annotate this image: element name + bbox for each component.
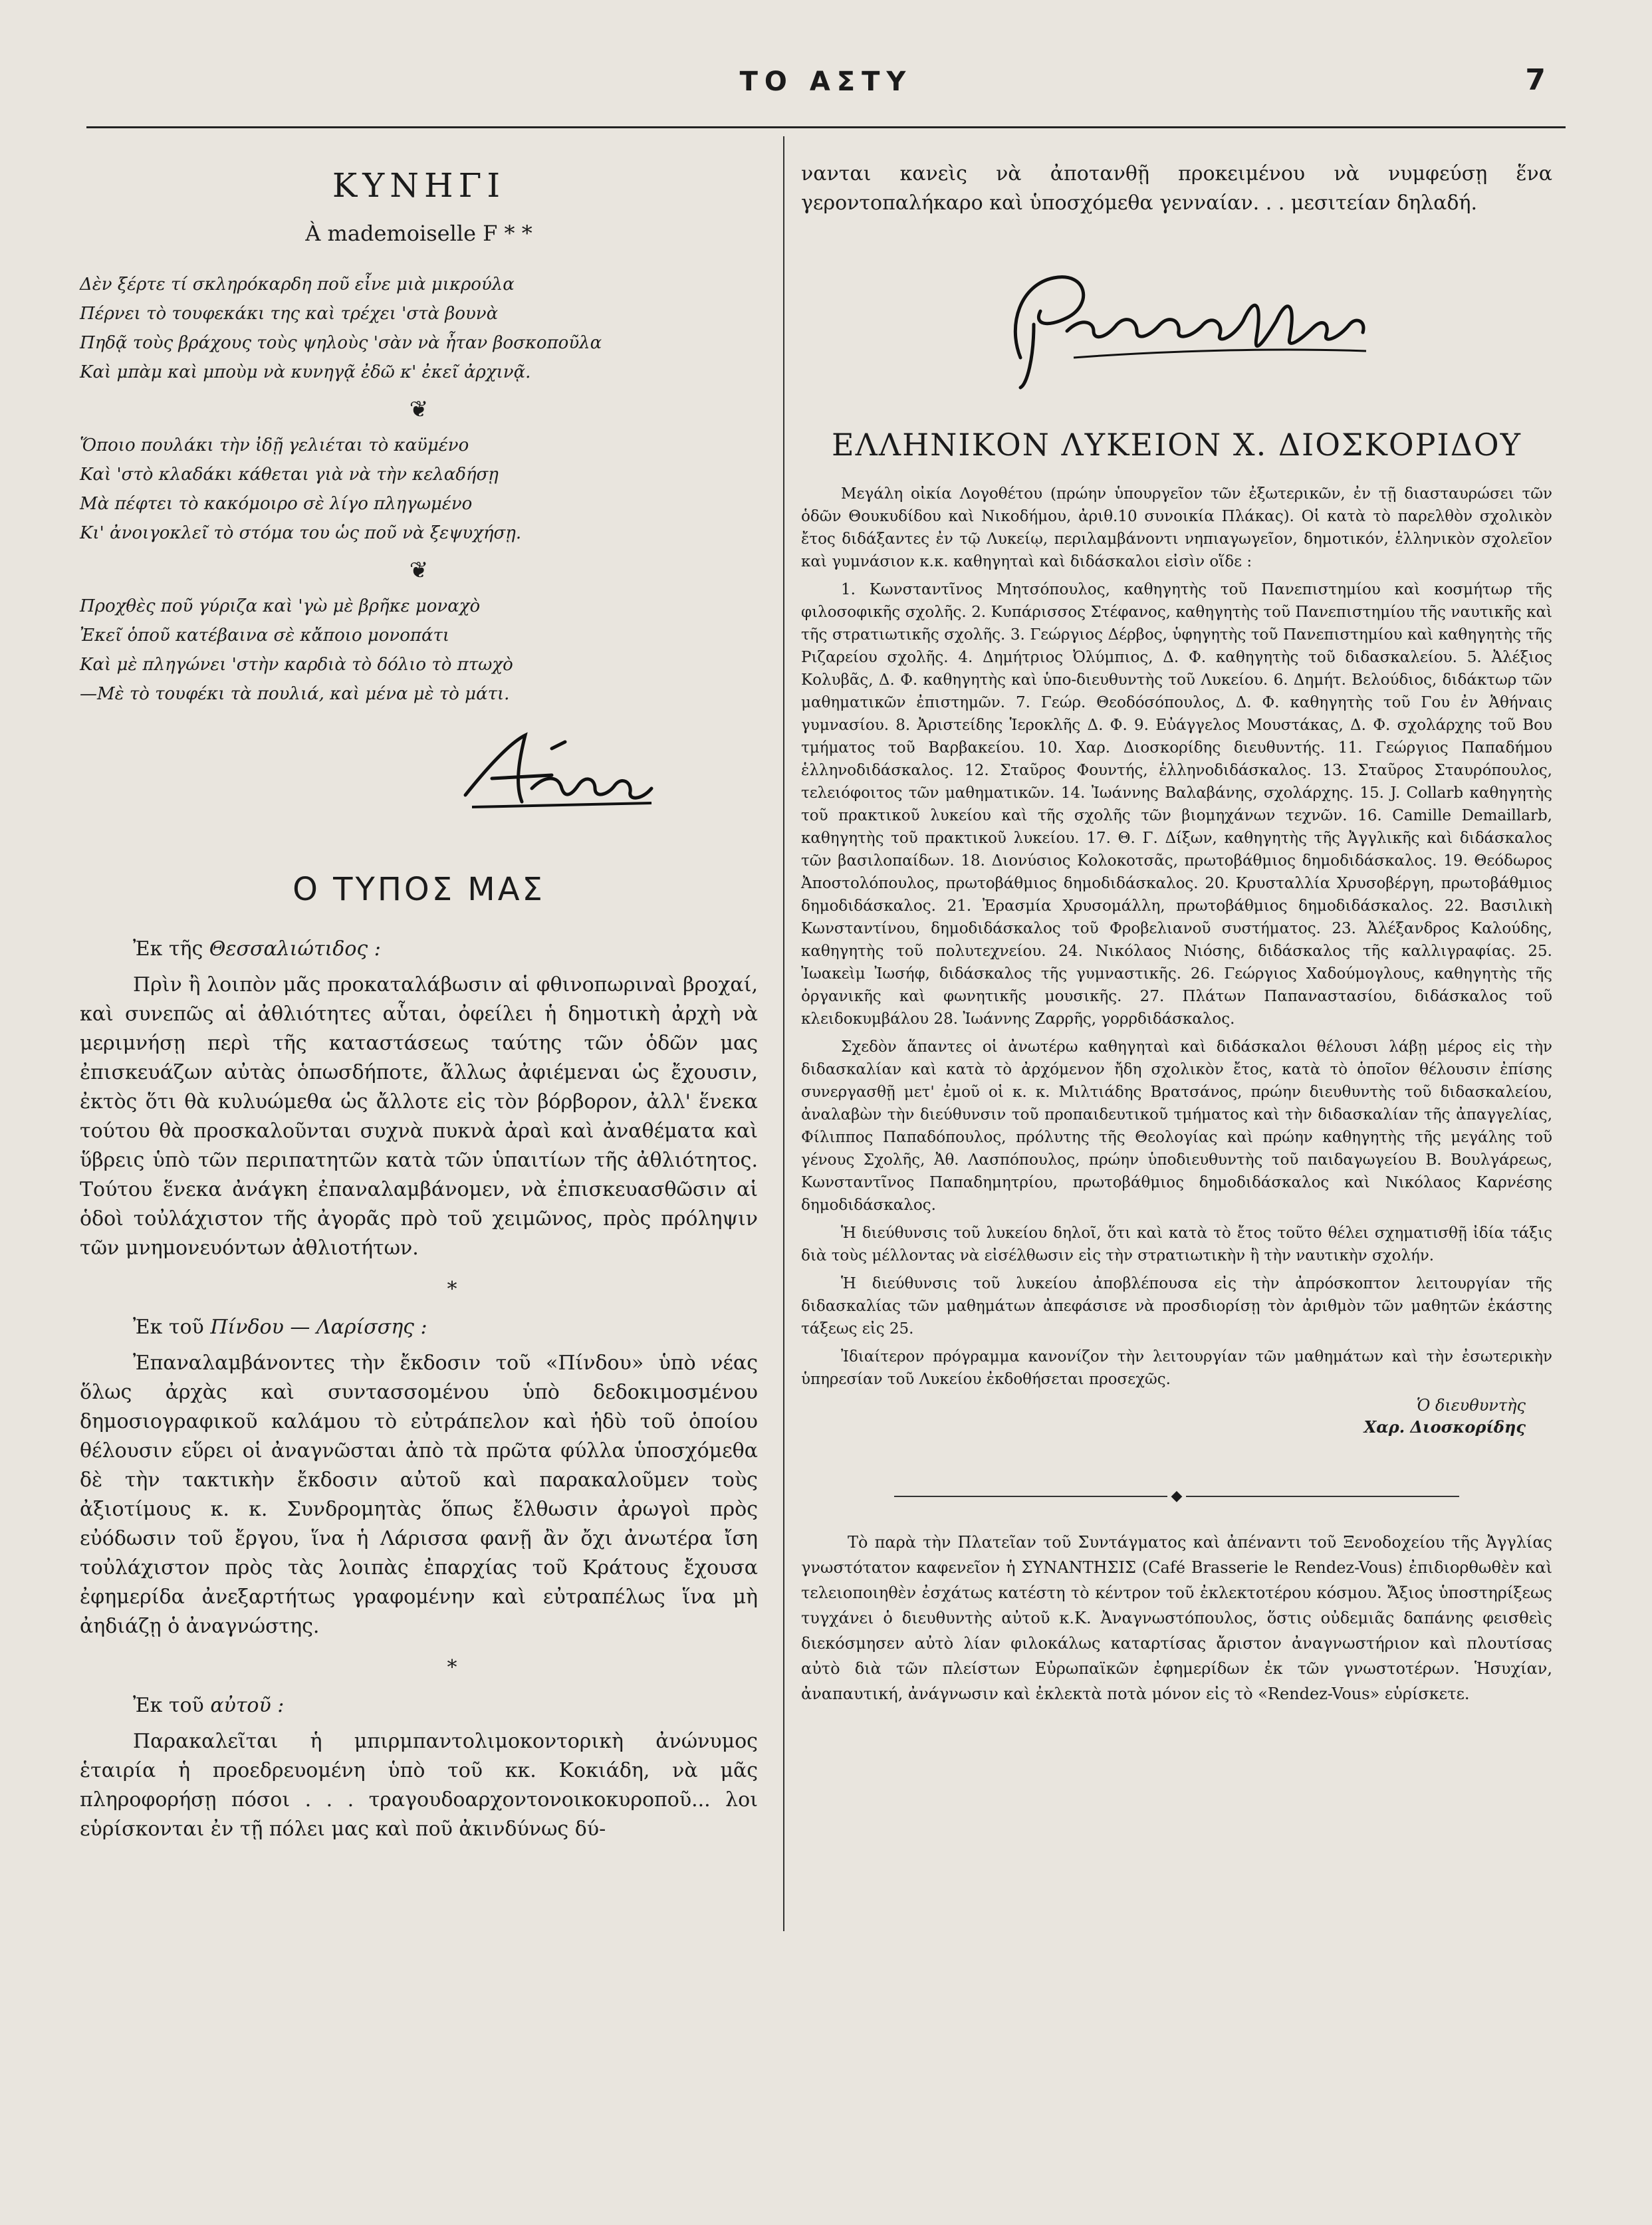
- press-source: [133, 935, 758, 964]
- stanza-ornament-icon: ❦: [409, 396, 429, 423]
- press-excerpt: Ἐπαναλαμβάνοντες τὴν ἔκδοσιν τοῦ «Πίνδου» ὑπὸ νέας ὅλως ἀρχὰς καὶ συντασσομένου ὑπὸ δεδοκιμοσμένου δημοσιογραφικοῦ καλάμου τὸ εὐτράπελον καὶ ἡδὺ τοῦ ὁποίου θέλουσιν εὕρει οἱ ἀναγνῶσται ἀπὸ τὰ πρῶτα φύλλα ὑποσχόμεθα δὲ τὴν τακτικὴν ἔκδοσιν αὐτοῦ καὶ παρακαλοῦμεν τοὺς ἀξιοτίμους κ. κ. Συνδρομητὰς ὅπως ἔλθωσιν ἀρωγοὶ πρὸς εὐόδωσιν τοῦ ἔργου, ἵνα ἡ Λάρισσα φανῇ ἂν ὄχι ἀνωτέρα ἴση τοὐλάχιστον πρὸς τὰς λοιπὰς ἐπαρχίας τοῦ Κράτους ἔχουσα ἐφημερίδα ἀνεξαρτήτως γραφομένην καὶ εὐτραπέλως ἵνα μὴ ἀηδιάζῃ ὁ ἀναγνώστης.: [80, 1351, 758, 1638]
- press-title: Ο ΤΥΠΟΣ ΜΑΣ: [293, 871, 545, 908]
- section-divider: [801, 1490, 1552, 1503]
- poem-verse: Καὶ μπὰμ καὶ μποὺμ νὰ κυνηγᾷ ἐδῶ κ' ἐκεῖ ἀρχινᾷ.: [80, 362, 531, 382]
- diamond-ornament-icon: ◆: [1167, 1490, 1187, 1503]
- poem-dedication: À mademoiselle F * *: [305, 221, 532, 246]
- poem-stanza-1: [80, 270, 758, 387]
- poem-verse: Καὶ 'στὸ κλαδάκι κάθεται γιὰ νὰ τὴν κελαδήσῃ: [80, 465, 499, 485]
- poem: [80, 166, 758, 858]
- source-name: Θεσσαλιώτιδος :: [209, 937, 381, 961]
- poem-verse: Ἐκεῖ ὁποῦ κατέβαινα σὲ κἄποιο μονοπάτι: [80, 626, 450, 645]
- source-name: Πίνδου — Λαρίσσης :: [210, 1316, 427, 1339]
- poem-verse: Μὰ πέφτει τὸ κακόμοιρο σὲ λίγο πληγωμένο: [80, 494, 473, 514]
- press-excerpt: Πρὶν ἢ λοιπὸν μᾶς προκαταλάβωσιν αἱ φθινοπωριναὶ βροχαί, καὶ συνεπῶς αἱ ἀθλιότητες αὗται, ὀφείλει ἡ δημοτικὴ ἀρχὴ νὰ μεριμνήσῃ περὶ τῆς καταστάσεως ταύτης τῶν ὁδῶν μας ἐπισκευάζων αὐτὰς ὁπωσδήποτε, ἄλλως ἀφιέμεναι ὡς ἔχουσιν, ἐκτὸς ὅτι θὰ κυλυώμεθα ὡς ἄλλοτε εἰς τὸν βόρβορον, ἀλλ' ἕνεκα τούτου θὰ προσκαλοῦνται συχνὰ πυκνὰ ἀραὶ καὶ ἀναθέματα καὶ ὕβρεις ὑπὸ τῶν περιπατητῶν κατὰ τῶν ὑπαιτίων τῆς ἀθλιότητος. Τούτου ἕνεκα ἀνάγκη ἐπαναλαμβάνομεν, νὰ ἐπισκευασθῶσιν αἱ ὁδοὶ τοὐλάχιστον τῆς ἀγορᾶς πρὸ τοῦ χειμῶνος, πρὸς πρόληψιν τῶν μνημονευόντων ἀθλιοτήτων.: [80, 973, 758, 1260]
- press-source: [133, 1691, 758, 1720]
- press-excerpt: Παρακαλεῖται ἡ μπιρμπαντολιμοκοντορικὴ ἀνώνυμος ἑταιρία ἡ προεδρευομένη ὑπὸ τοῦ κκ. Κοκιάδη, νὰ μᾶς πληροφορήσῃ πόσοι . . . τραγουδοαρχοντονοικοκυροποῦ... λοι εὑρίσκονται ἐν τῇ πόλει μας καὶ ποῦ ἀκινδύνως δύ-: [80, 1730, 758, 1841]
- masthead: ΤΟ ΑΣΤΥ: [739, 66, 913, 97]
- poem-verse: Προχθὲς ποῦ γύριζα καὶ 'γὼ μὲ βρῆκε μοναχὸ: [80, 596, 481, 616]
- poem-verse: Πέρνει τὸ τουφεκάκι της καὶ τρέχει 'στὰ βουνὰ: [80, 304, 499, 324]
- lyceum-paragraph: Ἡ διεύθυνσις τοῦ λυκείου δηλοῖ, ὅτι καὶ κατὰ τὸ ἔτος τοῦτο θέλει σχηματισθῇ ἰδία τάξις διὰ τοὺς μέλλοντας νὰ εἰσέλθωσιν εἰς τὴν στρατιωτικὴν ἢ τὴν ναυτικὴν σχολήν.: [801, 1225, 1552, 1264]
- right-column: [801, 140, 1552, 1706]
- separator-asterisk: *: [447, 1656, 457, 1679]
- poem-verse: Δὲν ξέρτε τί σκληρόκαρδη ποῦ εἶνε μιὰ μικρούλα: [80, 275, 515, 294]
- poem-verse: Καὶ μὲ πληγώνει 'στὴν καρδιὰ τὸ δόλιο τὸ πτωχὸ: [80, 655, 513, 675]
- poem-verse: Κι' ἀνοιγοκλεῖ τὸ στόμα του ὡς ποῦ νὰ ξεψυχήσῃ.: [80, 523, 522, 543]
- source-prefix: Ἐκ τῆς: [133, 937, 203, 961]
- column-divider: [783, 136, 784, 1931]
- lyceum-paragraph: Ἡ διεύθυνσις τοῦ λυκείου ἀποβλέπουσα εἰς τὴν ἀπρόσκοπτον λειτουργίαν τῆς διδασκαλίας τῶν μαθημάτων ἀπεφάσισε νὰ προσδιορίσῃ τὸν ἀριθμὸν τῶν μαθητῶν ἑκάστης τάξεως εἰς 25.: [801, 1275, 1552, 1338]
- press-source: [133, 1313, 758, 1342]
- separator-asterisk: *: [447, 1278, 457, 1301]
- page-header: [86, 60, 1566, 133]
- page-number: 7: [1525, 63, 1546, 97]
- cafe-advertisement: Τὸ παρὰ τὴν Πλατεῖαν τοῦ Συντάγματος καὶ ἀπέναντι τοῦ Ξενοδοχείου τῆς Ἀγγλίας γνωστότατον καφενεῖον ἡ ΣΥΝΑΝΤΗΣΙΣ (Café Brasserie le Rendez-Vous) ἐπιδιορθωθὲν καὶ τελειοποιηθὲν ἐσχάτως κατέστη τὸ κέντρον τοῦ ἐκλεκτοτέρου κόσμου. Ἄξιος ὑποστηρίξεως τυγχάνει ὁ διευθυντὴς αὐτοῦ κ.Κ. Ἀναγνωστόπουλος, ὅστις οὐδεμιᾶς δαπάνης φεισθεὶς διεκόσμησεν αὐτὸ λίαν φιλοκάλως καταρτίσας ἄριστον ἀναγνωστήριον καὶ πλουτίσας αὐτὸ διὰ τῶν πλείστων Εὐρωπαϊκῶν ἐφημερίδων ἐκ τῶν γνωστοτέρων. Ἡσυχίαν, ἀναπαυτική, ἀνάγνωσιν καὶ ἐκλεκτὰ ποτὰ μόνον εἰς τὸ «Rendez-Vous» εὑρίσκετε.: [801, 1533, 1552, 1703]
- poem-title: ΚΥΝΗΓΙ: [332, 166, 506, 205]
- continued-text: νανται κανεὶς νὰ ἀποτανθῇ προκειμένου νὰ νυμφεύσῃ ἕνα γεροντοπαλήκαρο καὶ ὑποσχόμεθα γενναίαν. . . μεσιτείαν δηλαδή.: [801, 162, 1552, 215]
- poem-stanza-2: [80, 431, 758, 548]
- left-column: [80, 140, 758, 1844]
- press-section: [80, 871, 758, 1844]
- handwritten-signature-icon: [994, 258, 1393, 391]
- lyceum-paragraph: Σχεδὸν ἅπαντες οἱ ἀνωτέρω καθηγηταὶ καὶ διδάσκαλοι θέλουσι λάβῃ μέρος εἰς τὴν διδασκαλίαν καὶ κατὰ τὸ ἀρχόμενον ἤδη σχολικὸν ἔτος, κατὰ τὸ ὁποῖον θέλουσιν ἐπίσης συνεργασθῇ μετ' ἐμοῦ οἱ κ. κ. Μιλτιάδης Βρατσάνος, πρώην διευθυντὴς τοῦ διδασκαλείου, ἀναλαβὼν τὴν διεύθυνσιν τοῦ προπαιδευτικοῦ τμήματος καὶ τὴν διδασκαλίαν τῆς ἀπαγγελίας, Φίλιππος Παπαδόπουλος, πρόλυτης τῆς Θεολογίας καὶ πρώην καθηγητὴς τῆς μεγάλης τοῦ γένους Σχολῆς, Ἀθ. Λασπόπουλος, πρώην ὑποδιευθυντὴς τοῦ παιδαγωγείου Β. Βουλγάρεως, Κωνσταντῖνος Παπαδημητρίου, πρωτοβάθμιος δημοδιδάσκαλος καὶ Νικόλαος Καρνέσης δημοδιδάσκαλος.: [801, 1038, 1552, 1214]
- poem-verse: Ὅποιο πουλάκι τὴν ἰδῇ γελιέται τὸ καϋμένο: [80, 435, 469, 455]
- lyceum-title: ΕΛΛΗΝΙΚΟΝ ΛΥΚΕΙΟΝ Χ. ΔΙΟΣΚΟΡΙΔΟΥ: [832, 427, 1522, 463]
- lyceum-notice: [801, 427, 1552, 1437]
- poem-stanza-3: [80, 592, 758, 709]
- poem-verse: —Μὲ τὸ τουφέκι τὰ πουλιά, καὶ μένα μὲ τὸ μάτι.: [80, 684, 510, 704]
- stanza-ornament-icon: ❦: [409, 557, 429, 584]
- lyceum-paragraph: Ἰδιαίτερον πρόγραμμα κανονίζον τὴν λειτουργίαν τῶν μαθημάτων καὶ τὴν ἐσωτερικὴν ὑπηρεσίαν τοῦ Λυκείου ἐκδοθήσεται προσεχῶς.: [801, 1348, 1552, 1388]
- poem-verse: Πηδᾷ τοὺς βράχους τοὺς ψηλοὺς 'σὰν νὰ ἦταν βοσκοποῦλα: [80, 333, 602, 353]
- director-name: Χαρ. Διοσκορίδης: [1363, 1417, 1526, 1437]
- director-title: Ὁ διευθυντὴς: [1416, 1396, 1526, 1415]
- source-prefix: Ἐκ τοῦ: [133, 1694, 204, 1717]
- source-name: αὐτοῦ :: [210, 1694, 285, 1717]
- header-rule: [86, 126, 1566, 128]
- lyceum-staff-list: 1. Κωνσταντῖνος Μητσόπουλος, καθηγητὴς τοῦ Πανεπιστημίου καὶ κοσμήτωρ τῆς φιλοσοφικῆς σχολῆς. 2. Κυπάρισσος Στέφανος, καθηγητὴς τοῦ Πανεπιστημίου τῆς ναυτικῆς καὶ τῆς στρατιωτικῆς σχολῆς. 3. Γεώργιος Δέρβος, ὑφηγητὴς τοῦ Πανεπιστημίου καὶ καθηγητὴς τῆς Ριζαρείου σχολῆς. 4. Δημήτριος Ὀλύμπιος, Δ. Φ. καθηγητὴς τοῦ διδασκαλείου. 5. Ἀλέξιος Κολυβᾶς, Δ. Φ. καθηγητὴς καὶ ὑπο-διευθυντὴς τοῦ Λυκείου. 6. Δημήτ. Βελούδιος, διδάκτωρ τῶν μαθηματικῶν ἐπιστημῶν. 7. Γεώρ. Θεοδόσόπουλος, Δ. Φ. καθηγητὴς τοῦ Γου ἐν Ἀθήναις γυμνασίου. 8. Ἀριστείδης Ἱεροκλῆς Δ. Φ. 9. Εὐάγγελος Μουστάκας, Δ. Φ. σχολάρχης τοῦ Βου τμήματος τοῦ Βαρβακείου. 10. Χαρ. Διοσκορίδης διευθυντής. 11. Γεώργιος Παπαδήμου ἑλληνοδιδάσκαλος. 12. Σταῦρος Φουντής, ἑλληνοδιδάσκαλος. 13. Σταῦρος Σταυρόπουλος, τελειόφοιτος τῶν μαθηματικῶν. 14. Ἰωάννης Βαλαβάνης, σχολάρχης. 15. J. Collarb καθηγητὴς τοῦ πρακτικοῦ λυκείου καὶ τῆς σχολῆς τῶν βιομηχάνων τεχνῶν. 16. Camille Demaillarb, καθηγητὴς τοῦ πρακτικοῦ λυκείου. 17. Θ. Γ. Δίξων, καθηγητὴς τῆς Ἀγγλικῆς καὶ διδάσκαλος τῶν βασιλοπαίδων. 18. Διονύσιος Κολοκοτσᾶς, πρωτοβάθμιος δημοδιδάσκαλος. 19. Θεόδωρος Ἀποστολόπουλος, πρωτοβάθμιος δημοδιδάσκαλος. 20. Κρυσταλλία Χρυσοβέργη, πρωτοβάθμιος δημοδιδάσκαλος. 21. Ἐρασμία Χρυσομάλλη, πρωτοβάθμιος δημοδιδάσκαλος. 22. Βασιλικὴ Κωνσταντίνου, δημοδιδάσκαλος τοῦ Φροβελιανοῦ συστήματος. 23. Ἀλέξανδρος Καλούδης, καθηγητὴς τοῦ πολυτεχνείου. 24. Νικόλαος Νιόσης, διδάσκαλος τῆς καλλιγραφίας. 25. Ἰωακεὶμ Ἰωσήφ, διδάσκαλος τῆς γυμναστικῆς. 26. Γεώργιος Χαδούμογλους, καθηγητὴς τῆς ὀργανικῆς καὶ φωνητικῆς μουσικῆς. 27. Πλάτων Παπαναστασίου, διδάσκαλος τοῦ κλειδοκυμβάλου 28. Ἰωάννης Ζαρρῆς, γορρδιδάσκαλος.: [801, 581, 1552, 1028]
- lyceum-intro: Μεγάλη οἰκία Λογοθέτου (πρώην ὑπουργεῖον τῶν ἐξωτερικῶν, ἐν τῇ διασταυρώσει τῶν ὁδῶν Θουκυδίδου καὶ Νικοδήμου, ἀριθ.10 συνοικία Πλάκας). Οἱ κατὰ τὸ παρελθὸν σχολικὸν ἔτος διδάξαντες ἐν τῷ Λυκείῳ, περιλαμβάνοντι νηπιαγωγεῖον, δημοτικόν, ἑλληνικὸν σχολεῖον καὶ γυμνάσιον κ.κ. καθηγηταὶ καὶ διδάσκαλοι εἰσὶν οἵδε :: [801, 485, 1552, 570]
- poet-signature-icon: [452, 722, 665, 822]
- source-prefix: Ἐκ τοῦ: [133, 1316, 204, 1339]
